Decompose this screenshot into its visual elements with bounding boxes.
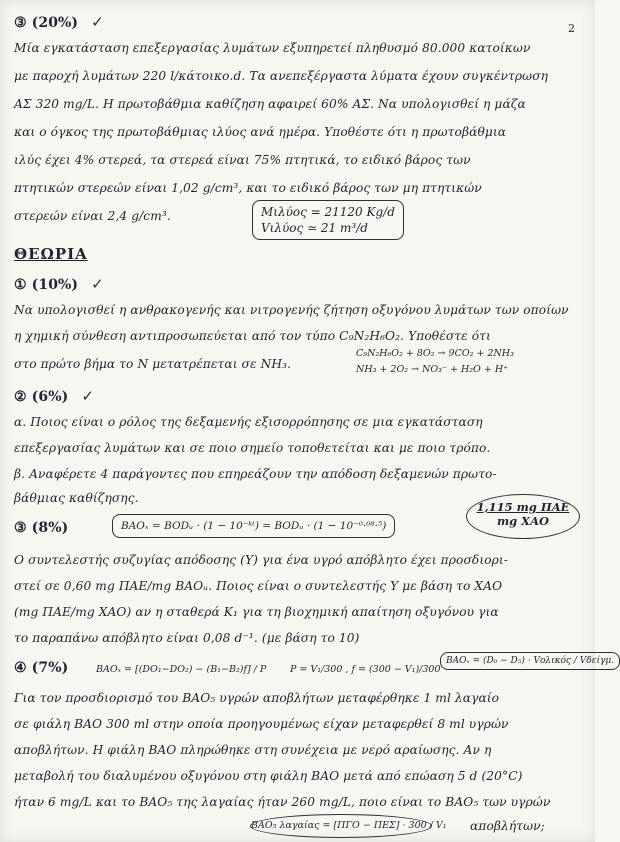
q2-line-3: β. Αναφέρετε 4 παράγοντες που επηρεάζουν την απόδοση δεξαμενών πρωτο- <box>14 467 497 481</box>
q4-header <box>14 660 94 676</box>
q4-formula-a: BAOₓ = [(DO₁−DO₂) − (B₁−B₂)f] / P <box>96 664 267 675</box>
problem3-line-6: πτητικών στερεών είναι 1,02 g/cm³, και το ειδικό βάρος των μη πτητικών <box>14 181 482 195</box>
problem3-header-text: ③ (20%) <box>14 15 79 31</box>
q2-line-4: βάθμιας καθίζησης. <box>14 491 139 505</box>
q4-formula-c-box: BAOₓ = (D₀ − D₅) · Vολικός / Vδείγμ. <box>440 652 620 670</box>
q3-result-top: 1,115 mg ΠΑΕ <box>476 500 570 514</box>
check-icon: ✓ <box>91 13 104 31</box>
problem3-line-7: στερεών είναι 2,4 g/cm³. <box>14 209 171 223</box>
q3-formula-box: BAOₓ = BODᵤ · (1 − 10⁻ᵏᵗ) = BODᵤ · (1 − 10⁻⁰·⁰⁸·⁵) <box>112 514 395 538</box>
q2-line-2: επεξεργασίας λυμάτων και σε ποιο σημείο τοποθετείται και με ποιο τρόπο. <box>14 441 491 455</box>
q3-result-bottom: mg ΧΑΟ <box>496 514 550 528</box>
q2-header-text: ② (6%) <box>14 389 69 405</box>
theory-title: ΘΕΩΡΙΑ <box>14 245 88 263</box>
q4-formula-b: P = V₁/300 , f = (300 − V₁)/300 <box>290 664 441 675</box>
q4-line-6: αποβλήτων; <box>470 819 545 833</box>
problem3-answer-box <box>252 200 404 240</box>
problem3-header <box>14 14 584 31</box>
q3-header-text: ③ (8%) <box>14 520 69 536</box>
check-icon: ✓ <box>91 275 104 293</box>
check-icon: ✓ <box>81 387 94 405</box>
q3-result-ellipse <box>466 494 580 539</box>
q1-line-2: η χημική σύνθεση αντιπροσωπεύεται από τον τύπο C₉N₂H₆O₂. Υποθέστε ότι <box>14 329 491 343</box>
q3-line-4: το παραπάνω απόβλητο είναι 0,08 d⁻¹. (με βάση το 10) <box>14 631 360 645</box>
q4-line-5: ήταν 6 mg/L και το BAO₅ της λαγαίας ήταν 260 mg/L, ποιο είναι το BAO₅ των υγρών <box>14 795 551 809</box>
problem3-line-4: και ο όγκος της πρωτοβάθμιας ιλύος ανά ημέρα. Υποθέστε ότι η πρωτοβάθμια <box>14 125 507 139</box>
q1-line-3: στο πρώτο βήμα το N μετατρέπεται σε NH₃. <box>14 357 292 371</box>
q2-header <box>14 388 584 405</box>
problem3-line-2: με παροχή λυμάτων 220 l/κάτοικο.d. Τα ανεπεξέργαστα λύματα έχουν συγκέντρωση <box>14 69 549 83</box>
answer-mass: Mιλύος = 21120 Kg/d <box>261 205 395 219</box>
q3-line-2: στεί σε 0,60 mg ΠΑΕ/mg BAOᵤ. Ποιος είναι ο συντελεστής Y με βάση το ΧΑΟ <box>14 579 503 593</box>
answer-volume: Vιλύος ≃ 21 m³/d <box>261 221 368 235</box>
page-number: 2 <box>568 22 575 35</box>
q4-line-2: σε φιάλη BAO 300 ml στην οποία προηγουμένως είχαν μεταφερθεί 8 ml υγρών <box>14 717 509 731</box>
q4-line-3: αποβλήτων. Η φιάλη BAO πληρώθηκε στη συνέχεια με νερό αραίωσης. Αν η <box>14 743 492 757</box>
q4-line-4: μεταβολή του διαλυμένου οξυγόνου στη φιάλη BAO μετά από επώαση 5 d (20°C) <box>14 769 523 783</box>
q1-header <box>14 276 584 293</box>
q4-line-1: Για τον προσδιορισμό του BAO₅ υγρών αποβλήτων μεταφέρθηκε 1 ml λαγαίο <box>14 691 500 705</box>
q3-line-3: (mg ΠΑΕ/mg ΧΑΟ) αν η σταθερά K₁ για τη βιοχημική απαίτηση οξυγόνου για <box>14 605 499 619</box>
q2-line-1: α. Ποιος είναι ο ρόλος της δεξαμενής εξισορρόπησης σε μια εγκατάσταση <box>14 415 483 429</box>
q1-reaction-2: NH₃ + 2O₂ → NO₃⁻ + H₂O + H⁺ <box>356 364 509 375</box>
problem3-line-5: ιλύς έχει 4% στερεά, τα στερεά είναι 75% πτητικά, το ειδικό βάρος των <box>14 153 471 167</box>
q3-header <box>14 520 114 536</box>
theory-title-row <box>14 246 584 263</box>
q4-note-ellipse: BAO₅ λαγαίας = [ΠΓΟ − ΠΕΣ] · 300 / V₁ <box>250 814 432 838</box>
q3-line-1: Ο συντελεστής συζυγίας απόδοσης (Y) για ένα υγρό απόβλητο έχει προσδιορι- <box>14 553 509 567</box>
problem3-line-3: ΑΣ 320 mg/L. Η πρωτοβάθμια καθίζηση αφαιρεί 60% ΑΣ. Να υπολογισθεί η μάζα <box>14 97 526 111</box>
q1-header-text: ① (10%) <box>14 277 79 293</box>
q4-header-text: ④ (7%) <box>14 660 69 676</box>
q1-reaction-1: C₉N₂H₆O₂ + 8O₂ → 9CO₂ + 2NH₃ <box>356 348 514 359</box>
problem3-line-1: Μία εγκατάσταση επεξεργασίας λυμάτων εξυπηρετεί πληθυσμό 80.000 κατοίκων <box>14 41 531 55</box>
q1-line-1: Να υπολογισθεί η ανθρακογενής και νιτρογενής ζήτηση οξυγόνου λυμάτων των οποίων <box>14 303 569 317</box>
